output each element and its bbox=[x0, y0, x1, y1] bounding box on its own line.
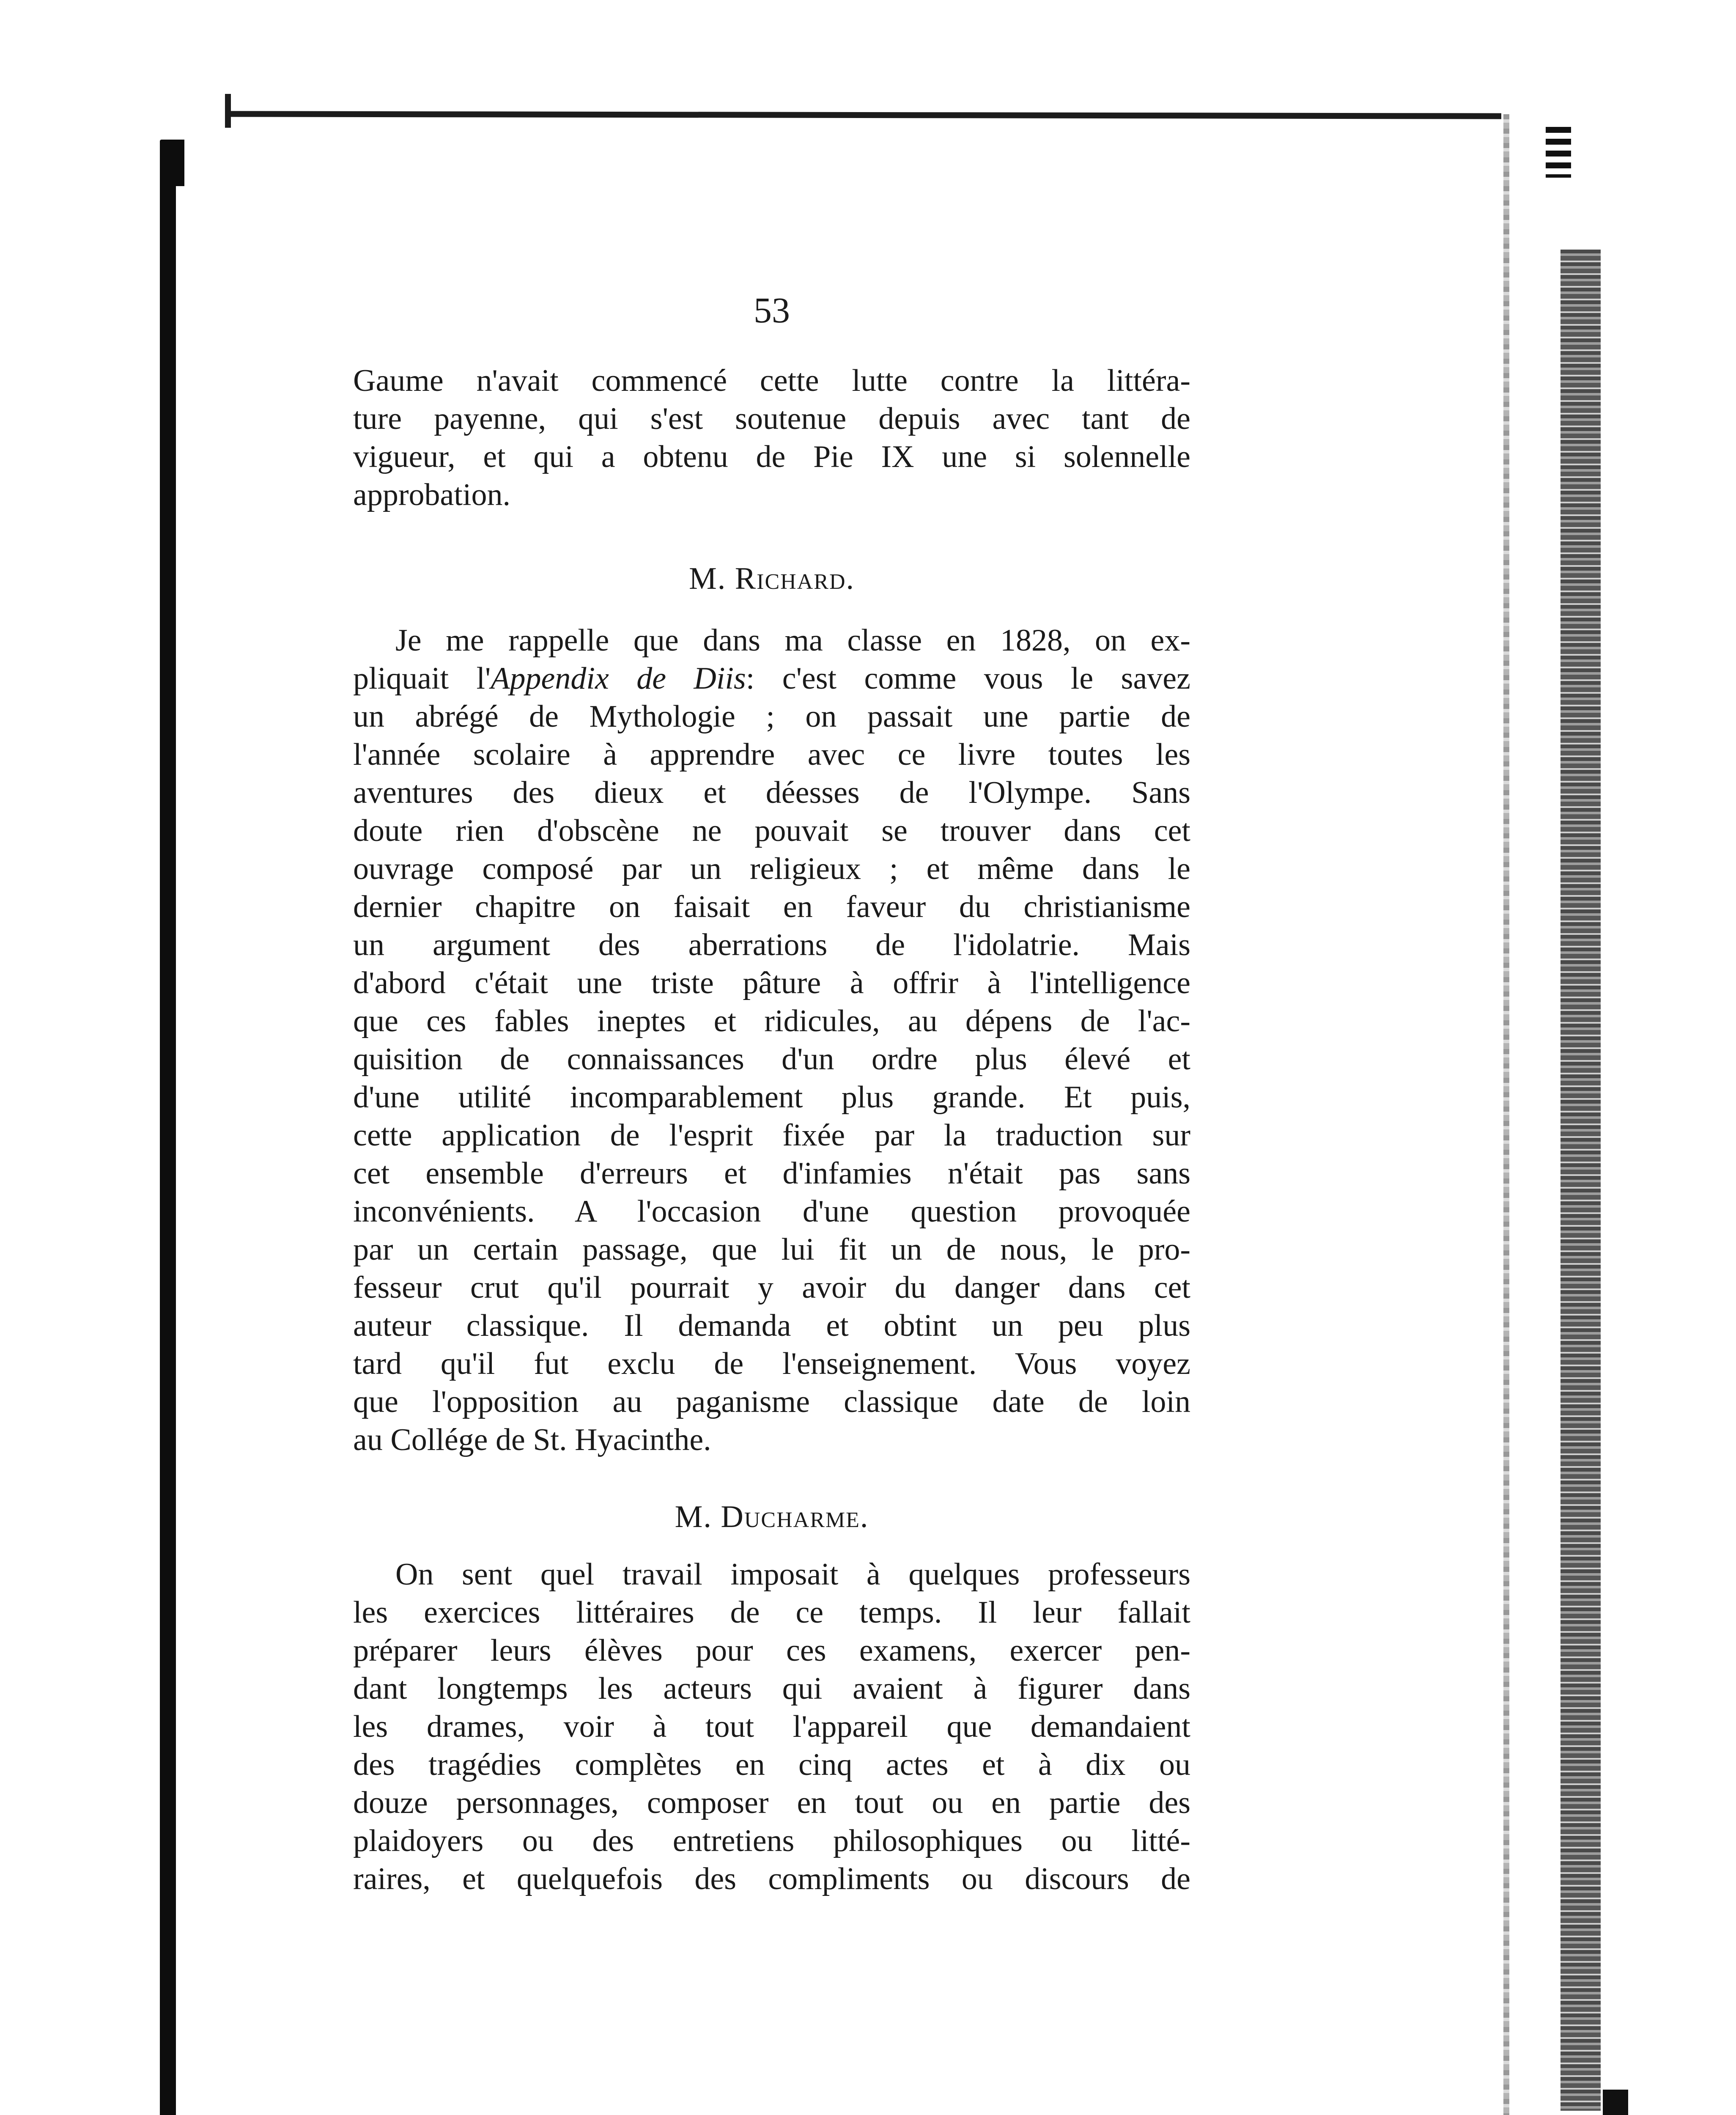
text-line: doute rien d'obscène ne pouvait se trouver dans cet bbox=[353, 813, 1190, 848]
paragraph-richard bbox=[353, 621, 1190, 1459]
text-line: au Collége de St. Hyacinthe. bbox=[353, 1423, 711, 1457]
text-line: raires, et quelquefois des compliments ou discours de bbox=[353, 1862, 1190, 1896]
text-line-with-title bbox=[353, 659, 1190, 698]
scan-edge-marks bbox=[1546, 127, 1571, 178]
text-line: cette application de l'esprit fixée par la traduction sur bbox=[353, 1118, 1190, 1153]
text-line: préparer leurs élèves pour ces examens, exercer pen- bbox=[353, 1633, 1190, 1668]
scan-page-edge bbox=[1503, 114, 1509, 2115]
paragraph-ducharme bbox=[353, 1555, 1190, 1898]
scan-right-edge-noise bbox=[1560, 250, 1601, 2111]
text-line: d'une utilité incomparablement plus grande. Et puis, bbox=[353, 1080, 1190, 1115]
text-line: dant longtemps les acteurs qui avaient à figurer dans bbox=[353, 1671, 1190, 1706]
text-fragment: : c'est comme vous le savez bbox=[746, 661, 1190, 696]
text-line: ouvrage composé par un religieux ; et même dans le bbox=[353, 851, 1190, 886]
text-line: d'abord c'était une triste pâture à offrir à l'intelligence bbox=[353, 966, 1190, 1000]
text-line: plaidoyers ou des entretiens philosophiques ou litté- bbox=[353, 1824, 1190, 1858]
page-number: 53 bbox=[754, 290, 790, 330]
text-line: vigueur, et qui a obtenu de Pie IX une si solennelle bbox=[353, 439, 1190, 474]
text-line: dernier chapitre on faisait en faveur du christianisme bbox=[353, 890, 1190, 924]
book-title: Appendix de Diis bbox=[491, 661, 746, 696]
text-line: un argument des aberrations de l'idolatrie. Mais bbox=[353, 928, 1190, 962]
text-line: un abrégé de Mythologie ; on passait une partie de bbox=[353, 699, 1190, 734]
text-line: tard qu'il fut exclu de l'enseignement. Vous voyez bbox=[353, 1346, 1190, 1381]
text-line: les drames, voir à tout l'appareil que demandaient bbox=[353, 1709, 1190, 1744]
text-fragment: pliquait l' bbox=[353, 661, 491, 696]
text-line: cet ensemble d'erreurs et d'infamies n'était pas sans bbox=[353, 1156, 1190, 1191]
text-line: On sent quel travail imposait à quelques professeurs bbox=[395, 1557, 1190, 1592]
text-line: que ces fables ineptes et ridicules, au dépens de l'ac- bbox=[353, 1004, 1190, 1038]
text-line: par un certain passage, que lui fit un de nous, le pro- bbox=[353, 1232, 1190, 1267]
text-line: des tragédies complètes en cinq actes et à dix ou bbox=[353, 1747, 1190, 1782]
text-line: quisition de connaissances d'un ordre plus élevé et bbox=[353, 1042, 1190, 1077]
text-line: les exercices littéraires de ce temps. Il leur fallait bbox=[353, 1595, 1190, 1630]
text-line: Gaume n'avait commencé cette lutte contre la littéra- bbox=[353, 363, 1190, 398]
text-line: ture payenne, qui s'est soutenue depuis avec tant de bbox=[353, 401, 1190, 436]
scan-binding-shadow bbox=[160, 140, 176, 2115]
text-line: aventures des dieux et déesses de l'Olympe. Sans bbox=[353, 775, 1190, 810]
speaker-heading-richard: M. Richard. bbox=[689, 561, 855, 596]
text-line: que l'opposition au paganisme classique date de loin bbox=[353, 1384, 1190, 1419]
page-body bbox=[353, 362, 1190, 1898]
text-line: douze personnages, composer en tout ou en partie des bbox=[353, 1785, 1190, 1820]
scan-top-border bbox=[228, 111, 1501, 119]
intro-paragraph bbox=[353, 362, 1190, 514]
text-line: auteur classique. Il demanda et obtint un peu plus bbox=[353, 1308, 1190, 1343]
text-line: l'année scolaire à apprendre avec ce livre toutes les bbox=[353, 737, 1190, 772]
scan-corner-mark bbox=[1603, 2090, 1628, 2115]
text-line: Je me rappelle que dans ma classe en 1828, on ex- bbox=[395, 623, 1190, 658]
text-line: approbation. bbox=[353, 478, 510, 512]
speaker-heading-ducharme: M. Ducharme. bbox=[675, 1500, 869, 1534]
text-line: inconvénients. A l'occasion d'une question provoquée bbox=[353, 1194, 1190, 1229]
text-line: fesseur crut qu'il pourrait y avoir du danger dans cet bbox=[353, 1270, 1190, 1305]
